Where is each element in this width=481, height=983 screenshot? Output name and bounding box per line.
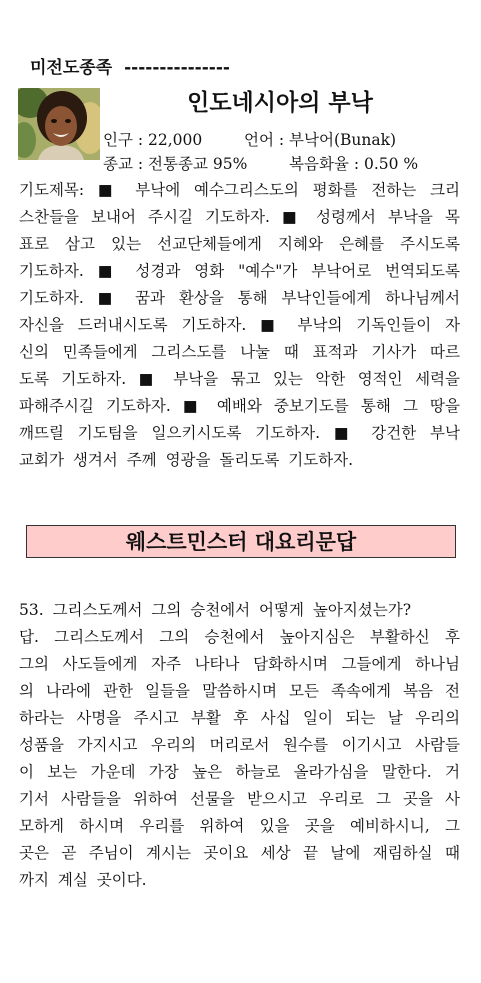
catechism-answer-line: 성품을 가지시고 우리의 머리로서 원수를 이기시고 사람들: [19, 736, 460, 754]
prayer-line: 표로 삼고 있는 선교단체들에게 지혜와 은혜를 주시도록: [19, 235, 460, 253]
catechism-title-box: 웨스트민스터 대요리문답: [26, 525, 456, 558]
catechism-qa: [19, 597, 460, 894]
prayer-line: 기도하자. ■ 꿈과 환상을 통해 부낙인들에게 하나님께서: [19, 289, 460, 307]
section-header-dashes: ---------------: [124, 58, 230, 78]
child-photo: [18, 88, 100, 160]
prayer-line: 교회가 생겨서 주께 영광을 돌리도록 기도하자.: [19, 451, 354, 469]
prayer-topics: [19, 177, 460, 474]
catechism-answer-line: 의 나라에 관한 일들을 말씀하시며 모든 족속에게 복음 전: [19, 682, 460, 700]
prayer-line: 파해주시길 기도하자. ■ 예배와 중보기도를 통해 그 땅을: [19, 397, 460, 415]
eye: [51, 119, 57, 123]
catechism-answer-line: 기서 사람들을 위하여 선물을 받으시고 우리로 그 곳을 사: [19, 790, 460, 808]
catechism-answer-line: 이 보는 가운데 가장 높은 하늘로 올라가심을 말한다. 거: [19, 763, 460, 781]
prayer-line: 자신을 드러내시도록 기도하자. ■ 부낙의 기독인들이 자: [19, 316, 460, 334]
eye: [65, 119, 71, 123]
catechism-answer-line: 답. 그리스도께서 그의 승천에서 높아지심은 부활하신 후: [19, 628, 460, 646]
prayer-line: 깨뜨릴 기도팀을 일으키시도록 기도하자. ■ 강건한 부낙: [19, 424, 460, 442]
catechism-question: 53. 그리스도께서 그의 승천에서 어떻게 높아지셨는가?: [19, 601, 412, 619]
prayer-line: 기도제목: ■ 부낙에 예수그리스도의 평화를 전하는 크리: [19, 181, 460, 199]
prayer-line: 스찬들을 보내어 주시길 기도하자. ■ 성령께서 부낙을 목: [19, 208, 460, 226]
face: [45, 106, 77, 146]
evangelized-info: 복음화율 : 0.50 %: [289, 155, 419, 173]
catechism-answer-line: 그의 사도들에게 자주 나타나 담화하시며 그들에게 하나님: [19, 655, 460, 673]
prayer-line: 신의 민족들에게 그리스도를 나눌 때 표적과 기사가 따르: [19, 343, 460, 361]
prayer-line: 기도하자. ■ 성경과 영화 "예수"가 부낙어로 번역되도록: [19, 262, 460, 280]
section-header: [30, 57, 230, 79]
catechism-answer-line: 까지 계실 곳이다.: [19, 871, 147, 889]
people-group-title: 인도네시아의 부낙: [187, 89, 373, 116]
prayer-line: 도록 기도하자. ■ 부낙을 묶고 있는 악한 영적인 세력을: [19, 370, 460, 388]
catechism-answer-line: 곳은 곧 주님이 계시는 곳이요 세상 끝 날에 재림하실 때: [19, 844, 460, 862]
population-info: 인구 : 22,000: [103, 131, 203, 149]
catechism-answer-line: 하라는 사명을 주시고 부활 후 사십 일이 되는 날 우리의: [19, 709, 460, 727]
catechism-answer-line: 모하게 하시며 우리를 위하여 있을 곳을 예비하시니, 그: [19, 817, 460, 835]
language-info: 언어 : 부낙어(Bunak): [244, 131, 397, 149]
section-header-label: 미전도종족: [30, 58, 113, 78]
religion-info: 종교 : 전통종교 95%: [103, 155, 248, 173]
